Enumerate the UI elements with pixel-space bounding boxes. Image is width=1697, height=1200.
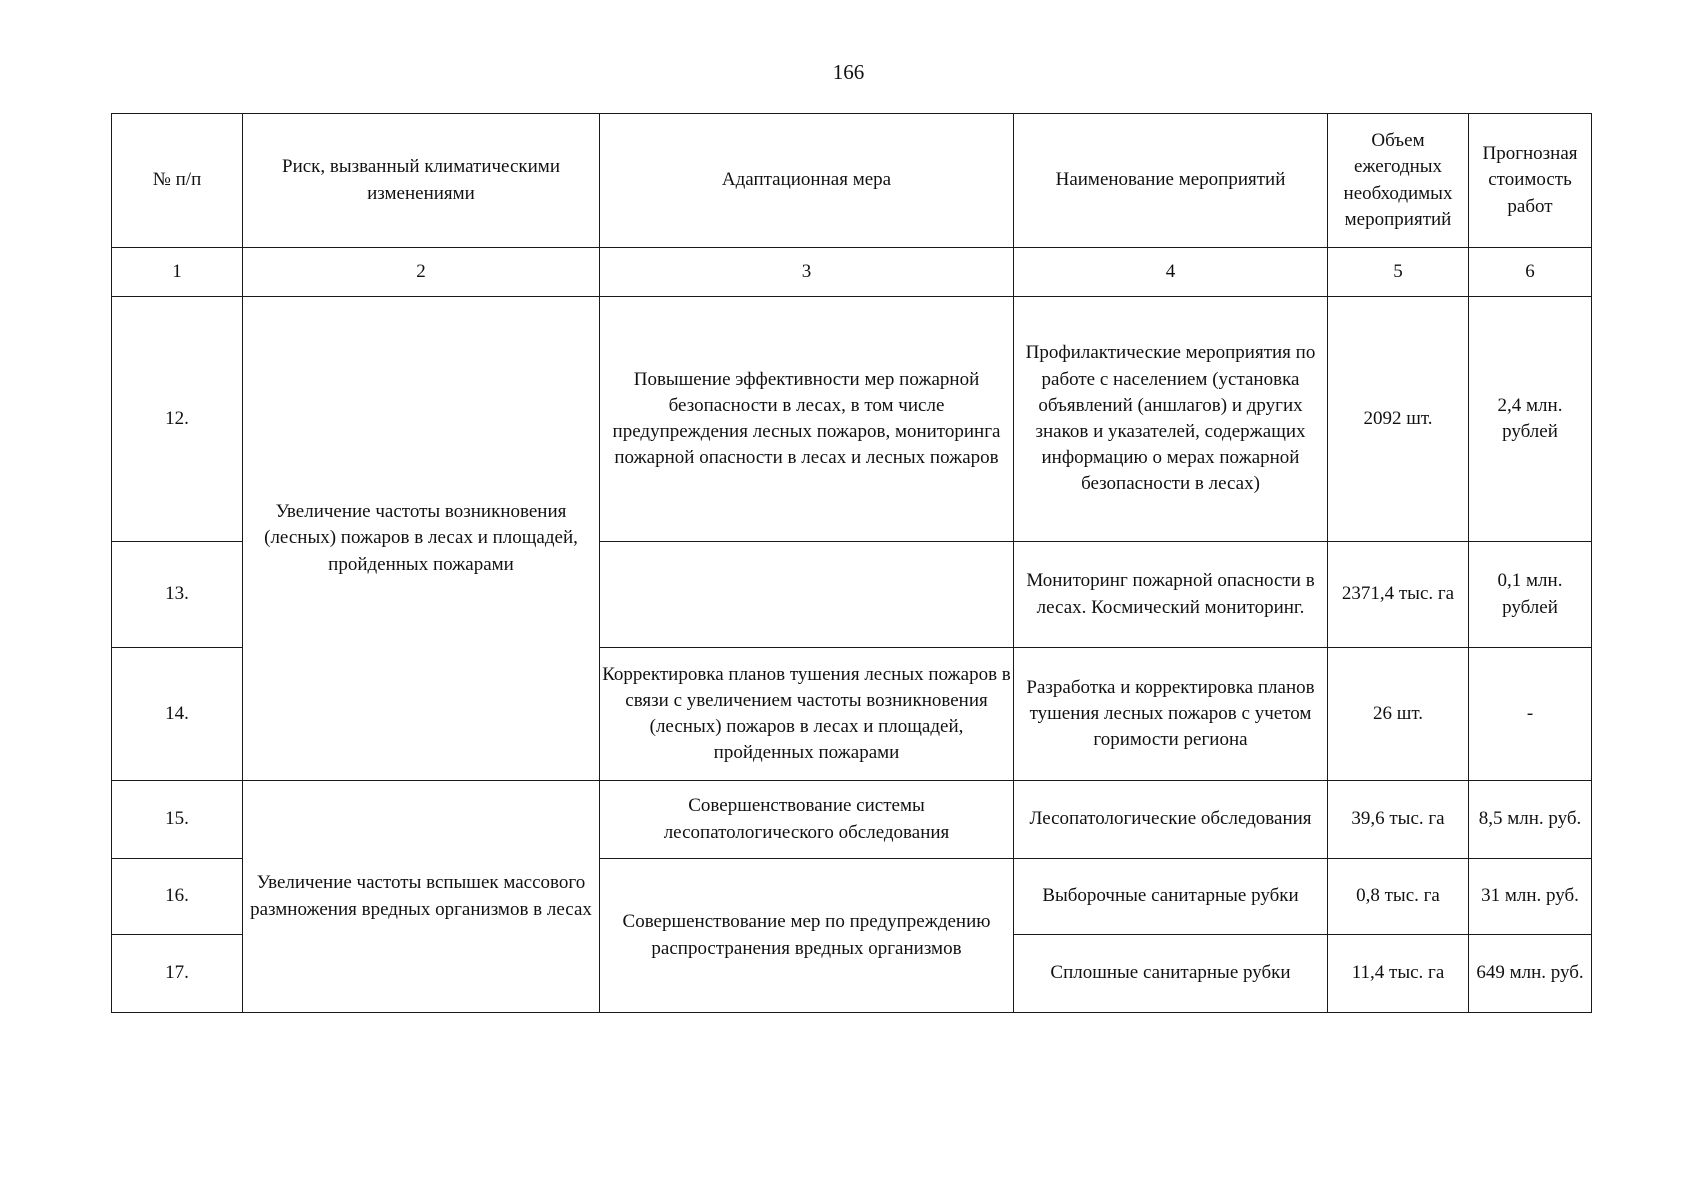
activity-name: Лесопатологические обследования [1014,781,1328,859]
header-risk: Риск, вызванный климатическими изменениями [243,114,600,248]
row-number: 14. [112,648,243,781]
column-number: 6 [1469,248,1592,297]
row-number: 15. [112,781,243,859]
adaptation-measures-table [111,113,1592,1013]
measure-fire-plans: Корректировка планов тушения лесных пожаров в связи с увеличением частоты возникновения (лесных) пожаров в лесах и площадей, пройденных пожарами [600,648,1014,781]
table-row [112,297,1592,542]
annual-volume: 26 шт. [1328,648,1469,781]
annual-volume: 39,6 тыс. га [1328,781,1469,859]
row-number: 17. [112,935,243,1013]
column-number: 4 [1014,248,1328,297]
column-number: 3 [600,248,1014,297]
forecast-cost: 2,4 млн. рублей [1469,297,1592,542]
activity-name: Мониторинг пожарной опасности в лесах. Космический мониторинг. [1014,542,1328,648]
annual-volume: 2092 шт. [1328,297,1469,542]
forecast-cost: 8,5 млн. руб. [1469,781,1592,859]
activity-name: Сплошные санитарные рубки [1014,935,1328,1013]
forecast-cost: 649 млн. руб. [1469,935,1592,1013]
row-number: 12. [112,297,243,542]
row-number: 13. [112,542,243,648]
table-row [112,781,1592,859]
annual-volume: 11,4 тыс. га [1328,935,1469,1013]
forecast-cost: - [1469,648,1592,781]
column-number-row [112,248,1592,297]
column-number: 1 [112,248,243,297]
table-header-row [112,114,1592,248]
page-number: 166 [832,60,865,84]
forecast-cost: 0,1 млн. рублей [1469,542,1592,648]
header-forecast-cost: Прогнозная стоимость работ [1469,114,1592,248]
activity-name: Выборочные санитарные рубки [1014,859,1328,935]
row-number: 16. [112,859,243,935]
measure-fire-safety: Повышение эффективности мер пожарной безопасности в лесах, в том числе предупреждения лесных пожаров, мониторинга пожарной опасности в лесах и лесных пожаров [600,297,1014,542]
risk-fires: Увеличение частоты возникновения (лесных) пожаров в лесах и площадей, пройденных пожарами [243,297,600,781]
header-adaptation-measure: Адаптационная мера [600,114,1014,248]
measure-empty-cell [600,542,1014,648]
annual-volume: 2371,4 тыс. га [1328,542,1469,648]
activity-name: Профилактические мероприятия по работе с населением (установка объявлений (аншлагов) и других знаков и указателей, содержащих информацию о мерах пожарной безопасности в лесах) [1014,297,1328,542]
column-number: 2 [243,248,600,297]
risk-pests: Увеличение частоты вспышек массового размножения вредных организмов в лесах [243,781,600,1013]
measure-pest-prevention: Совершенствование мер по предупреждению распространения вредных организмов [600,859,1014,1013]
header-annual-volume: Объем ежегодных необходимых мероприятий [1328,114,1469,248]
activity-name: Разработка и корректировка планов тушения лесных пожаров с учетом горимости региона [1014,648,1328,781]
header-activity-name: Наименование мероприятий [1014,114,1328,248]
header-number: № п/п [112,114,243,248]
forecast-cost: 31 млн. руб. [1469,859,1592,935]
annual-volume: 0,8 тыс. га [1328,859,1469,935]
measure-pathology-survey: Совершенствование системы лесопатологического обследования [600,781,1014,859]
column-number: 5 [1328,248,1469,297]
